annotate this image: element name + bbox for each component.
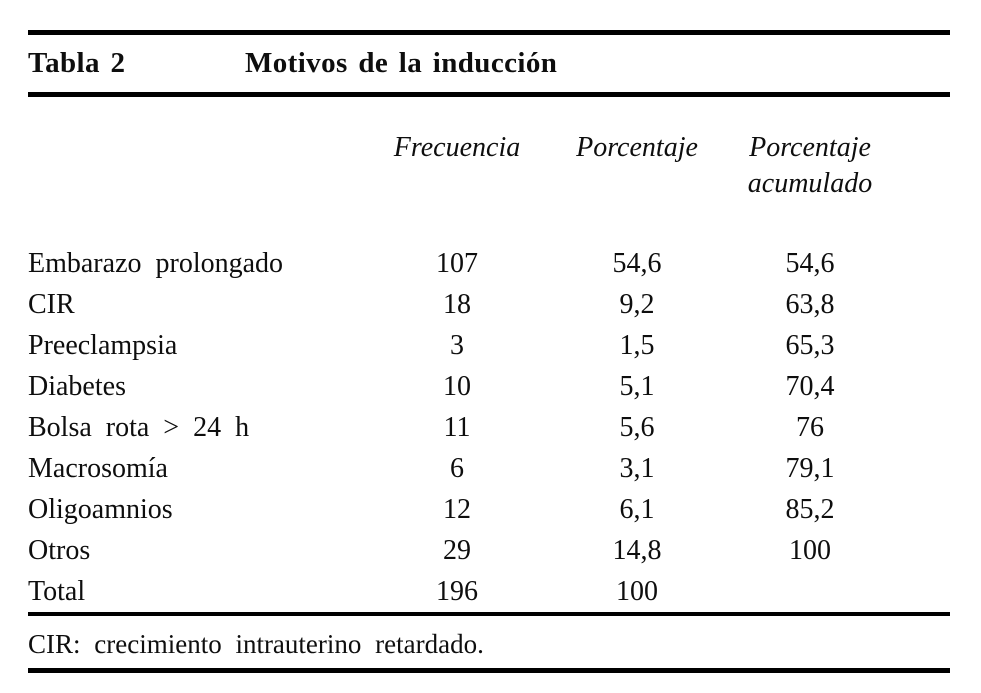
cell-filler <box>882 489 950 530</box>
cell-acumulado: 76 <box>796 412 824 443</box>
cell-acumulado: 65,3 <box>785 330 835 361</box>
cell-porcentaje: 5,6 <box>619 412 655 443</box>
footnote-spacer <box>28 659 950 668</box>
cell-filler <box>882 448 950 489</box>
table-row <box>28 448 950 489</box>
table-header-row <box>28 130 950 202</box>
cell-filler <box>882 284 950 325</box>
cell-motivo: Oligoamnios <box>28 494 173 525</box>
cell-frecuencia: 10 <box>443 371 471 402</box>
cell-motivo: Otros <box>28 535 91 566</box>
cell-porcentaje: 100 <box>616 576 658 607</box>
cell-acumulado <box>738 571 882 612</box>
cell-filler <box>882 366 950 407</box>
cell-filler <box>882 530 950 571</box>
cell-porcentaje: 1,5 <box>619 330 655 361</box>
cell-frecuencia: 6 <box>450 453 464 484</box>
header-empty-cell <box>28 130 378 202</box>
table-footnote: CIR: crecimiento intrauterino retardado. <box>28 629 484 659</box>
cell-filler <box>882 571 950 612</box>
table-row <box>28 407 950 448</box>
cell-motivo: Bolsa rota > 24 h <box>28 412 250 443</box>
cell-porcentaje: 3,1 <box>619 453 655 484</box>
cell-porcentaje: 6,1 <box>619 494 655 525</box>
cell-motivo: CIR <box>28 289 75 320</box>
title-bottom-rule <box>28 92 950 97</box>
cell-motivo: Total <box>28 576 86 607</box>
cell-motivo: Preeclampsia <box>28 330 178 361</box>
cell-motivo: Embarazo prolongado <box>28 248 284 279</box>
table-number-label: Tabla 2 <box>28 47 126 79</box>
cell-motivo: Diabetes <box>28 371 126 402</box>
cell-acumulado: 70,4 <box>785 371 835 402</box>
table-row-total <box>28 571 950 612</box>
table-row <box>28 489 950 530</box>
header-porcentaje: Porcentaje <box>576 132 698 163</box>
cell-frecuencia: 12 <box>443 494 471 525</box>
table-row <box>28 243 950 284</box>
footnote-top-rule <box>28 612 950 616</box>
cell-frecuencia: 11 <box>443 412 471 443</box>
cell-frecuencia: 107 <box>436 248 478 279</box>
cell-acumulado: 85,2 <box>785 494 835 525</box>
cell-motivo: Macrosomía <box>28 453 168 484</box>
cell-frecuencia: 196 <box>436 576 478 607</box>
table-title: Motivos de la inducción <box>245 47 558 79</box>
table-row <box>28 366 950 407</box>
cell-filler <box>882 407 950 448</box>
bottom-rule <box>28 668 950 673</box>
table-row <box>28 530 950 571</box>
table-title-row <box>28 35 950 92</box>
cell-frecuencia: 29 <box>443 535 471 566</box>
cell-filler <box>882 325 950 366</box>
cell-acumulado: 100 <box>789 535 831 566</box>
cell-acumulado: 79,1 <box>785 453 835 484</box>
cell-frecuencia: 3 <box>450 330 464 361</box>
cell-porcentaje: 54,6 <box>612 248 662 279</box>
cell-acumulado: 54,6 <box>785 248 835 279</box>
header-frecuencia: Frecuencia <box>393 132 521 163</box>
table-row <box>28 284 950 325</box>
header-filler <box>882 130 950 202</box>
cell-frecuencia: 18 <box>443 289 471 320</box>
table-body <box>28 243 950 612</box>
header-porcentaje-acumulado: Porcentaje acumulado <box>747 132 873 199</box>
cell-acumulado: 63,8 <box>785 289 835 320</box>
cell-porcentaje: 5,1 <box>619 371 655 402</box>
cell-porcentaje: 9,2 <box>619 289 655 320</box>
table-row <box>28 325 950 366</box>
cell-porcentaje: 14,8 <box>612 535 662 566</box>
cell-filler <box>882 243 950 284</box>
